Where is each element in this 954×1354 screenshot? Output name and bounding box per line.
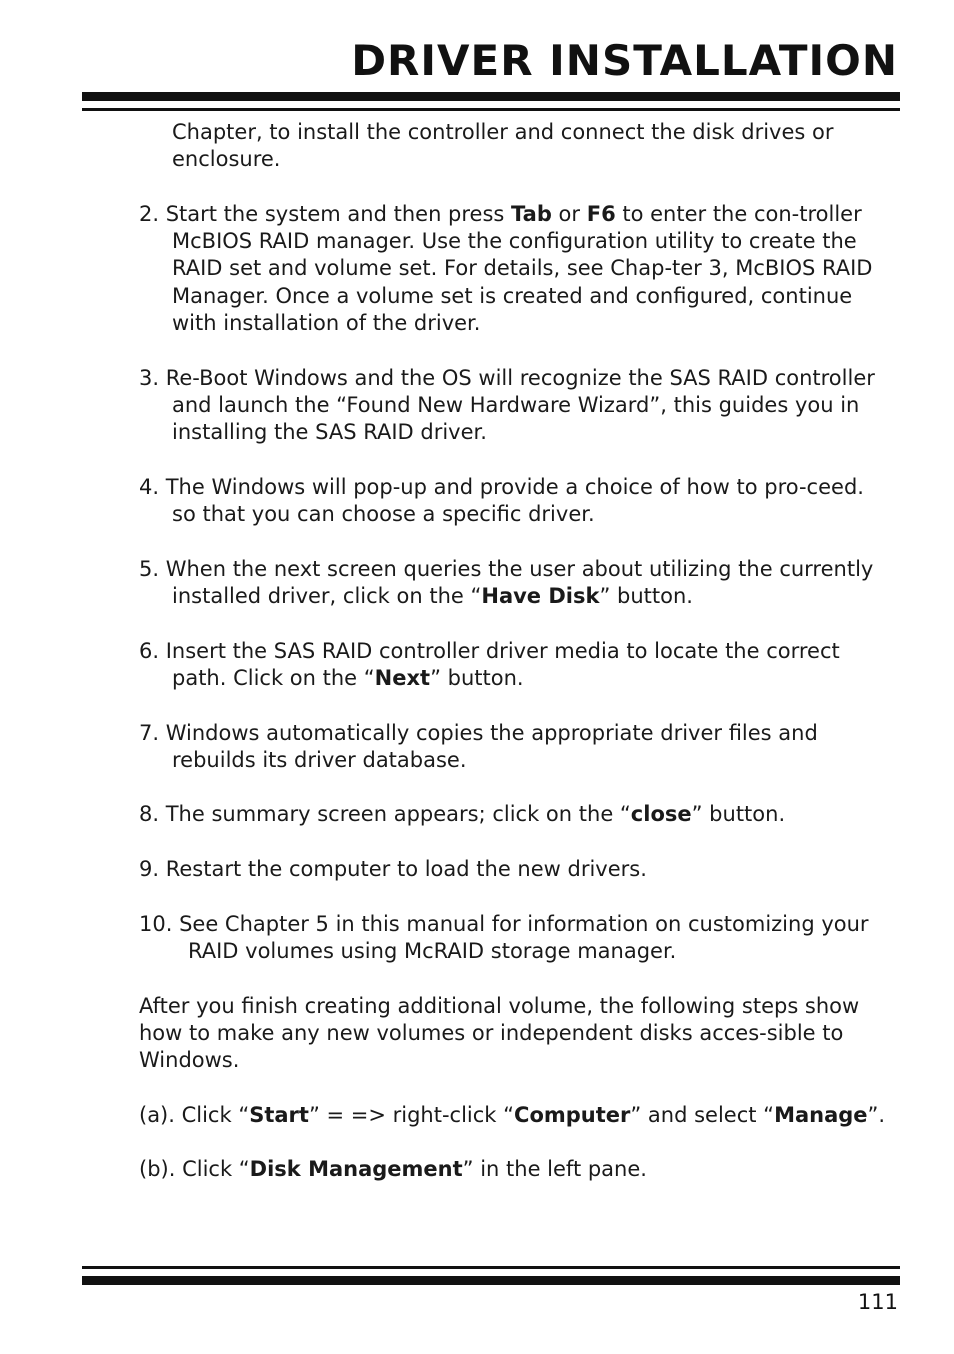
step-8	[139, 801, 894, 828]
step-2-text: 2. Start the system and then press	[139, 201, 512, 226]
computer-label: Computer	[514, 1102, 631, 1127]
step-4: 4. The Windows will pop-up and provide a choice of how to pro-ceed. so that you can choose a specific driver.	[139, 474, 864, 527]
have-disk-label: Have Disk	[481, 584, 600, 609]
step-6-text-end: ” button.	[430, 665, 524, 690]
step-b	[139, 1156, 894, 1183]
step-7: 7. Windows automatically copies the appropriate driver files and rebuilds its driver database.	[139, 720, 818, 772]
page-number: 111	[857, 1290, 898, 1314]
step-8-text-end: ” button.	[691, 802, 786, 827]
key-tab: Tab	[511, 201, 552, 226]
step-a-text-4: ”.	[867, 1102, 886, 1127]
step-2-or: or	[551, 201, 587, 226]
disk-management-label: Disk Management	[249, 1157, 463, 1182]
step-3: 3. Re-Boot Windows and the OS will recognize the SAS RAID controller and launch the “Found New Hardware Wizard”, this guides you in installing the SAS RAID driver.	[139, 365, 875, 445]
paragraph-continuation: Chapter, to install the controller and connect the disk drives or enclosure.	[172, 120, 834, 172]
close-label: close	[630, 802, 692, 827]
header-rule-thick	[82, 92, 900, 101]
step-b-text: (b). Click “	[139, 1157, 250, 1182]
footer-rule-thin	[82, 1266, 900, 1269]
step-6	[139, 638, 894, 693]
next-label: Next	[374, 665, 431, 690]
step-5-text: 5. When the next screen queries the user about utilizing the currently installed driver, click on the “	[139, 556, 874, 609]
step-5-text-end: ” button.	[599, 584, 693, 609]
step-a-text-3: ” and select “	[630, 1102, 775, 1127]
step-2	[139, 201, 894, 337]
step-b-text-end: ” in the left pane.	[462, 1157, 647, 1182]
step-5	[139, 556, 894, 611]
start-label: Start	[249, 1102, 309, 1127]
body-text	[139, 119, 894, 1211]
step-10: 10. See Chapter 5 in this manual for information on customizing your RAID volumes using McRAID storage manager.	[139, 911, 869, 963]
step-a-text-2: ” = => right-click “	[308, 1102, 515, 1127]
step-6-text: 6. Insert the SAS RAID controller driver media to locate the correct path. Click on the “	[139, 638, 840, 690]
step-8-text: 8. The summary screen appears; click on the “	[139, 802, 631, 827]
step-2-text-end: to enter the con-troller McBIOS RAID manager. Use the configuration utility to create the RAID set and volume set. For details, see Chap-ter 3, McBIOS RAID Manager. Once a volume set is created and configured, continue with installation of the driver.	[172, 201, 873, 336]
step-9: 9. Restart the computer to load the new drivers.	[139, 857, 647, 882]
key-f6: F6	[586, 201, 616, 226]
step-a	[139, 1102, 894, 1129]
manage-label: Manage	[774, 1102, 868, 1127]
footer-rule-thick	[82, 1276, 900, 1285]
page-title: DRIVER INSTALLATION	[351, 36, 898, 85]
step-a-text: (a). Click “	[139, 1102, 250, 1127]
after-paragraph: After you finish creating additional volume, the following steps show how to make any new volumes or independent disks acces-sible to Windows.	[139, 993, 860, 1073]
header-rule-thin	[82, 108, 900, 111]
